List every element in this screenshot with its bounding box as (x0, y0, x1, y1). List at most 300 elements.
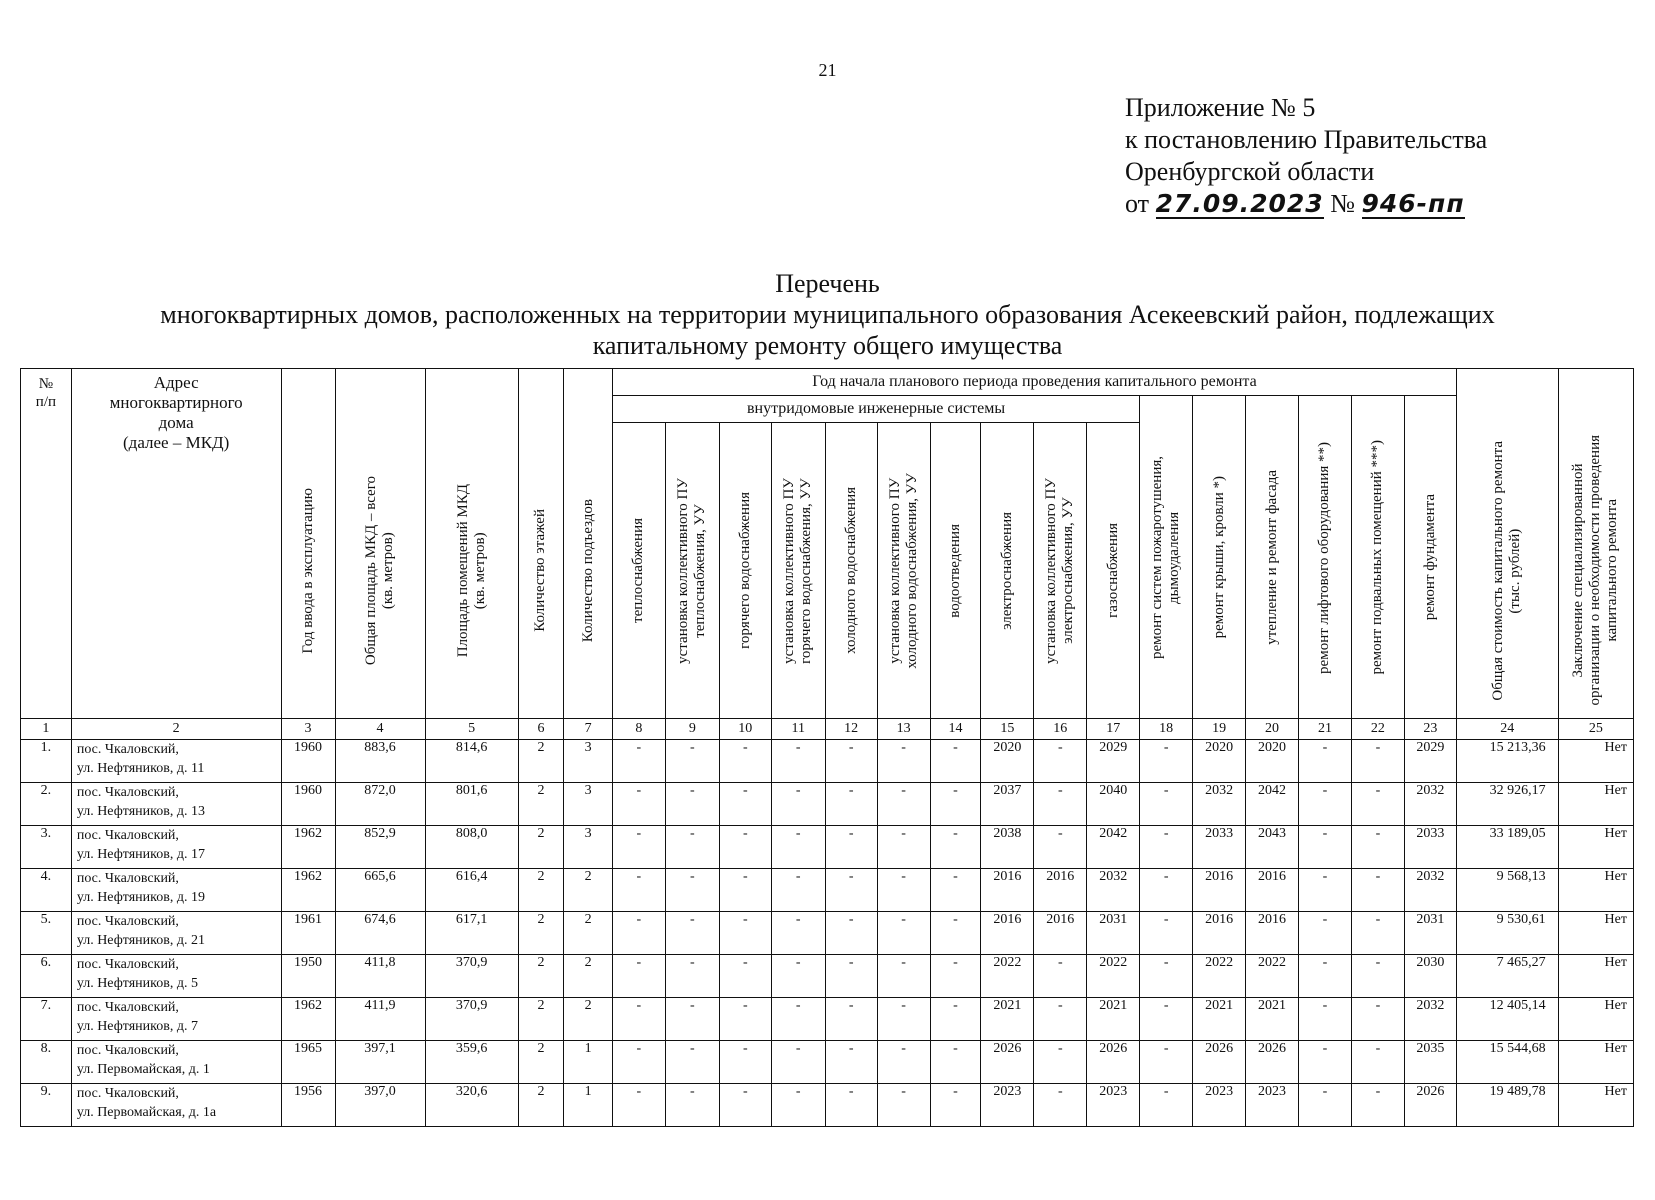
page-number: 21 (818, 60, 837, 80)
header-drainage: водоотведения (930, 423, 981, 719)
cell-prem: 814,6 (425, 740, 518, 783)
cell-total: 397,1 (335, 1041, 425, 1084)
total-cost-cell: 9 530,61 (1456, 912, 1558, 955)
header-entrances: Количество подъездов (564, 369, 613, 719)
cell-total: 397,0 (335, 1084, 425, 1127)
header-facade: утепление и ремонт фасада (1246, 396, 1299, 719)
total-cost-cell: 19 489,78 (1456, 1084, 1558, 1127)
address-cell (71, 826, 281, 869)
cell-c15: 2022 (981, 955, 1034, 998)
header-basement: ремонт подвальных помещений ***) (1351, 396, 1404, 719)
cell-floors: 2 (518, 826, 564, 869)
cell-year: 1960 (281, 740, 335, 783)
cell-c20: 2022 (1246, 955, 1299, 998)
address-cell (71, 783, 281, 826)
cell-c21: - (1299, 826, 1352, 869)
cell-c8: - (612, 1084, 665, 1127)
cell-c10: - (719, 998, 771, 1041)
cell-floors: 2 (518, 955, 564, 998)
cell-c17: 2040 (1087, 783, 1140, 826)
column-number: 10 (719, 719, 771, 740)
cell-ent: 2 (564, 869, 613, 912)
cell-c13: - (877, 869, 930, 912)
cell-c17: 2022 (1087, 955, 1140, 998)
address-cell (71, 740, 281, 783)
cell-ent: 2 (564, 955, 613, 998)
cell-c16: 2016 (1034, 869, 1087, 912)
cell-c16: - (1034, 1041, 1087, 1084)
cell-c10: - (719, 869, 771, 912)
address-line-1: пос. Чкаловский, (76, 871, 179, 886)
address-line-2: ул. Нефтяников, д. 17 (76, 847, 205, 862)
address-cell (71, 1041, 281, 1084)
cell-c19: 2033 (1193, 826, 1246, 869)
cell-c22: - (1351, 912, 1404, 955)
table-row (21, 826, 1634, 869)
cell-c23: 2033 (1404, 826, 1456, 869)
cell-c21: - (1299, 955, 1352, 998)
cell-c20: 2023 (1246, 1084, 1299, 1127)
cell-c23: 2032 (1404, 783, 1456, 826)
appendix-line-1: Приложение № 5 (1125, 93, 1316, 122)
column-number: 7 (564, 719, 613, 740)
cell-c23: 2032 (1404, 998, 1456, 1041)
column-number-row (21, 719, 1634, 740)
cell-c15: 2037 (981, 783, 1034, 826)
cell-year: 1965 (281, 1041, 335, 1084)
header-num: № п/п (21, 369, 72, 719)
cell-c11: - (771, 783, 825, 826)
cell-c10: - (719, 912, 771, 955)
address-cell (71, 869, 281, 912)
cell-c16: - (1034, 1084, 1087, 1127)
cell-c8: - (612, 955, 665, 998)
column-number: 13 (877, 719, 930, 740)
cell-c21: - (1299, 998, 1352, 1041)
cell-c9: - (665, 740, 719, 783)
column-number: 12 (825, 719, 877, 740)
cell-c19: 2032 (1193, 783, 1246, 826)
column-number: 18 (1140, 719, 1193, 740)
cell-c11: - (771, 869, 825, 912)
cell-c20: 2042 (1246, 783, 1299, 826)
cell-c22: - (1351, 998, 1404, 1041)
cell-c22: - (1351, 826, 1404, 869)
cell-ent: 2 (564, 998, 613, 1041)
table-row (21, 912, 1634, 955)
column-number: 19 (1193, 719, 1246, 740)
cell-total: 411,8 (335, 955, 425, 998)
address-cell (71, 998, 281, 1041)
cell-c23: 2031 (1404, 912, 1456, 955)
cell-c18: - (1140, 955, 1193, 998)
cell-year: 1961 (281, 912, 335, 955)
cell-c23: 2035 (1404, 1041, 1456, 1084)
header-hot-water-meter: установка коллективного ПУ горячего водоснабжения, УУ (771, 423, 825, 719)
header-group-title: Год начала планового периода проведения капитального ремонта (612, 369, 1456, 396)
column-number: 20 (1246, 719, 1299, 740)
address-line-2: ул. Нефтяников, д. 7 (76, 1019, 198, 1034)
cell-c15: 2021 (981, 998, 1034, 1041)
cell-c22: - (1351, 1084, 1404, 1127)
header-electricity-meter: установка коллективного ПУ электроснабжения, УУ (1034, 423, 1087, 719)
cell-floors: 2 (518, 912, 564, 955)
cell-c9: - (665, 955, 719, 998)
cell-c16: - (1034, 998, 1087, 1041)
cell-c11: - (771, 912, 825, 955)
cell-c9: - (665, 783, 719, 826)
total-cost-cell: 32 926,17 (1456, 783, 1558, 826)
cell-c15: 2016 (981, 869, 1034, 912)
cell-prem: 801,6 (425, 783, 518, 826)
cell-c22: - (1351, 740, 1404, 783)
cell-c18: - (1140, 998, 1193, 1041)
cell-c17: 2042 (1087, 826, 1140, 869)
cell-c8: - (612, 783, 665, 826)
cell-c13: - (877, 912, 930, 955)
cell-c8: - (612, 740, 665, 783)
address-line-1: пос. Чкаловский, (76, 742, 179, 757)
conclusion-cell: Нет (1558, 1041, 1633, 1084)
column-number: 6 (518, 719, 564, 740)
table-row (21, 783, 1634, 826)
cell-c14: - (930, 826, 981, 869)
cell-c10: - (719, 1084, 771, 1127)
address-line-2: ул. Первомайская, д. 1 (76, 1062, 210, 1077)
header-cold-water-meter: установка коллективного ПУ холодного водоснабжения, УУ (877, 423, 930, 719)
cell-c12: - (825, 783, 877, 826)
column-number: 4 (335, 719, 425, 740)
cell-c19: 2016 (1193, 912, 1246, 955)
cell-c15: 2038 (981, 826, 1034, 869)
cell-c18: - (1140, 1041, 1193, 1084)
header-heat-meter: установка коллективного ПУ теплоснабжения, УУ (665, 423, 719, 719)
row-number: 3. (21, 826, 72, 869)
header-subgroup-title: внутридомовые инженерные системы (612, 396, 1139, 423)
cell-total: 674,6 (335, 912, 425, 955)
address-line-2: ул. Нефтяников, д. 21 (76, 933, 205, 948)
cell-floors: 2 (518, 783, 564, 826)
cell-c20: 2043 (1246, 826, 1299, 869)
cell-c19: 2020 (1193, 740, 1246, 783)
header-heat: теплоснабжения (612, 423, 665, 719)
table-row (21, 740, 1634, 783)
header-floors: Количество этажей (518, 369, 564, 719)
cell-c8: - (612, 912, 665, 955)
from-label: от (1125, 189, 1150, 218)
cell-c12: - (825, 955, 877, 998)
cell-c19: 2016 (1193, 869, 1246, 912)
cell-c22: - (1351, 869, 1404, 912)
handwritten-number: 946-пп (1361, 189, 1465, 218)
cell-c22: - (1351, 783, 1404, 826)
column-number: 15 (981, 719, 1034, 740)
cell-c20: 2026 (1246, 1041, 1299, 1084)
cell-c21: - (1299, 1041, 1352, 1084)
cell-c12: - (825, 740, 877, 783)
column-number: 21 (1299, 719, 1352, 740)
cell-c18: - (1140, 869, 1193, 912)
address-line-2: ул. Нефтяников, д. 13 (76, 804, 205, 819)
address-line-2: ул. Нефтяников, д. 5 (76, 976, 198, 991)
cell-c12: - (825, 998, 877, 1041)
table-row (21, 869, 1634, 912)
cell-c13: - (877, 826, 930, 869)
cell-c17: 2031 (1087, 912, 1140, 955)
cell-c11: - (771, 826, 825, 869)
cell-total: 883,6 (335, 740, 425, 783)
cell-year: 1956 (281, 1084, 335, 1127)
cell-c16: - (1034, 826, 1087, 869)
title-line-1: Перечень (775, 269, 880, 298)
table-row (21, 955, 1634, 998)
column-number: 23 (1404, 719, 1456, 740)
header-premises-area: Площадь помещений МКД (кв. метров) (425, 369, 518, 719)
number-label: № (1330, 189, 1355, 218)
cell-c9: - (665, 998, 719, 1041)
cell-c9: - (665, 912, 719, 955)
column-number: 5 (425, 719, 518, 740)
cell-prem: 359,6 (425, 1041, 518, 1084)
cell-c11: - (771, 998, 825, 1041)
document-title (0, 268, 1655, 361)
address-line-1: пос. Чкаловский, (76, 914, 179, 929)
cell-c17: 2023 (1087, 1084, 1140, 1127)
cell-ent: 3 (564, 826, 613, 869)
cell-c15: 2016 (981, 912, 1034, 955)
cell-c15: 2026 (981, 1041, 1034, 1084)
cell-c18: - (1140, 1084, 1193, 1127)
cell-c22: - (1351, 1041, 1404, 1084)
cell-c12: - (825, 869, 877, 912)
header-fire: ремонт систем пожаротушения, дымоудаления (1140, 396, 1193, 719)
header-total-cost: Общая стоимость капитального ремонта (тыс. рублей) (1456, 369, 1558, 719)
cell-c17: 2029 (1087, 740, 1140, 783)
cell-c9: - (665, 826, 719, 869)
cell-c13: - (877, 1084, 930, 1127)
cell-prem: 617,1 (425, 912, 518, 955)
cell-c19: 2021 (1193, 998, 1246, 1041)
total-cost-cell: 15 213,36 (1456, 740, 1558, 783)
conclusion-cell: Нет (1558, 1084, 1633, 1127)
appendix-line-2: к постановлению Правительства (1125, 125, 1488, 154)
table-row (21, 1084, 1634, 1127)
conclusion-cell: Нет (1558, 869, 1633, 912)
cell-year: 1960 (281, 783, 335, 826)
cell-c19: 2023 (1193, 1084, 1246, 1127)
cell-c21: - (1299, 869, 1352, 912)
column-number: 24 (1456, 719, 1558, 740)
cell-c15: 2023 (981, 1084, 1034, 1127)
cell-total: 852,9 (335, 826, 425, 869)
cell-c23: 2029 (1404, 740, 1456, 783)
cell-c12: - (825, 1084, 877, 1127)
cell-c10: - (719, 1041, 771, 1084)
cell-c17: 2026 (1087, 1041, 1140, 1084)
address-line-1: пос. Чкаловский, (76, 785, 179, 800)
cell-c23: 2030 (1404, 955, 1456, 998)
cell-c20: 2021 (1246, 998, 1299, 1041)
cell-c9: - (665, 869, 719, 912)
cell-total: 665,6 (335, 869, 425, 912)
cell-c18: - (1140, 783, 1193, 826)
cell-c10: - (719, 826, 771, 869)
header-total-area: Общая площадь МКД – всего (кв. метров) (335, 369, 425, 719)
total-cost-cell: 15 544,68 (1456, 1041, 1558, 1084)
cell-prem: 370,9 (425, 955, 518, 998)
column-number: 3 (281, 719, 335, 740)
address-line-2: ул. Нефтяников, д. 19 (76, 890, 205, 905)
cell-c18: - (1140, 740, 1193, 783)
cell-c21: - (1299, 912, 1352, 955)
conclusion-cell: Нет (1558, 826, 1633, 869)
conclusion-cell: Нет (1558, 998, 1633, 1041)
cell-floors: 2 (518, 869, 564, 912)
cell-prem: 370,9 (425, 998, 518, 1041)
address-line-1: пос. Чкаловский, (76, 1000, 179, 1015)
conclusion-cell: Нет (1558, 783, 1633, 826)
header-electricity: электроснабжения (981, 423, 1034, 719)
cell-c22: - (1351, 955, 1404, 998)
cell-c8: - (612, 998, 665, 1041)
cell-c11: - (771, 955, 825, 998)
cell-c14: - (930, 869, 981, 912)
conclusion-cell: Нет (1558, 955, 1633, 998)
column-number: 2 (71, 719, 281, 740)
cell-ent: 1 (564, 1041, 613, 1084)
cell-c19: 2022 (1193, 955, 1246, 998)
total-cost-cell: 9 568,13 (1456, 869, 1558, 912)
cell-c12: - (825, 826, 877, 869)
cell-c13: - (877, 955, 930, 998)
cell-c18: - (1140, 826, 1193, 869)
cell-year: 1950 (281, 955, 335, 998)
conclusion-cell: Нет (1558, 912, 1633, 955)
cell-c21: - (1299, 783, 1352, 826)
cell-c8: - (612, 826, 665, 869)
column-number: 9 (665, 719, 719, 740)
cell-c19: 2026 (1193, 1041, 1246, 1084)
cell-ent: 3 (564, 740, 613, 783)
column-number: 17 (1087, 719, 1140, 740)
address-line-1: пос. Чкаловский, (76, 1086, 179, 1101)
header-foundation: ремонт фундамента (1404, 396, 1456, 719)
row-number: 8. (21, 1041, 72, 1084)
cell-prem: 808,0 (425, 826, 518, 869)
cell-c16: - (1034, 955, 1087, 998)
cell-c18: - (1140, 912, 1193, 955)
column-number: 25 (1558, 719, 1633, 740)
row-number: 6. (21, 955, 72, 998)
table-row (21, 1041, 1634, 1084)
cell-c13: - (877, 740, 930, 783)
cell-c9: - (665, 1084, 719, 1127)
repair-table (20, 368, 1634, 1127)
cell-c20: 2016 (1246, 912, 1299, 955)
header-cold-water: холодного водоснабжения (825, 423, 877, 719)
cell-c12: - (825, 1041, 877, 1084)
address-line-1: пос. Чкаловский, (76, 957, 179, 972)
cell-c10: - (719, 740, 771, 783)
row-number: 9. (21, 1084, 72, 1127)
column-number: 14 (930, 719, 981, 740)
header-address: Адрес многоквартирного дома (далее – МКД) (71, 369, 281, 719)
cell-c13: - (877, 1041, 930, 1084)
cell-c16: 2016 (1034, 912, 1087, 955)
cell-c11: - (771, 1041, 825, 1084)
cell-c8: - (612, 869, 665, 912)
cell-c9: - (665, 1041, 719, 1084)
conclusion-cell: Нет (1558, 740, 1633, 783)
cell-ent: 2 (564, 912, 613, 955)
header-roof: ремонт крыши, кровли *) (1193, 396, 1246, 719)
cell-c14: - (930, 1041, 981, 1084)
cell-total: 411,9 (335, 998, 425, 1041)
cell-c13: - (877, 783, 930, 826)
header-gas: газоснабжения (1087, 423, 1140, 719)
row-number: 1. (21, 740, 72, 783)
cell-c14: - (930, 998, 981, 1041)
cell-c16: - (1034, 783, 1087, 826)
handwritten-date: 27.09.2023 (1155, 189, 1324, 218)
cell-c20: 2020 (1246, 740, 1299, 783)
cell-c13: - (877, 998, 930, 1041)
appendix-line-3: Оренбургской области (1125, 157, 1375, 186)
cell-c12: - (825, 912, 877, 955)
column-number: 11 (771, 719, 825, 740)
header-year: Год ввода в эксплуатацию (281, 369, 335, 719)
column-number: 1 (21, 719, 72, 740)
cell-c14: - (930, 783, 981, 826)
cell-c14: - (930, 955, 981, 998)
cell-c15: 2020 (981, 740, 1034, 783)
cell-floors: 2 (518, 1041, 564, 1084)
cell-c14: - (930, 740, 981, 783)
cell-c14: - (930, 1084, 981, 1127)
appendix-line-4 (1125, 188, 1487, 220)
cell-ent: 3 (564, 783, 613, 826)
column-number: 22 (1351, 719, 1404, 740)
column-number: 16 (1034, 719, 1087, 740)
appendix-block (1125, 92, 1487, 220)
cell-year: 1962 (281, 869, 335, 912)
address-cell (71, 955, 281, 998)
row-number: 4. (21, 869, 72, 912)
cell-total: 872,0 (335, 783, 425, 826)
cell-prem: 320,6 (425, 1084, 518, 1127)
address-line-1: пос. Чкаловский, (76, 1043, 179, 1058)
cell-floors: 2 (518, 1084, 564, 1127)
cell-c16: - (1034, 740, 1087, 783)
cell-c20: 2016 (1246, 869, 1299, 912)
cell-c10: - (719, 955, 771, 998)
column-number: 8 (612, 719, 665, 740)
title-line-3: капитальному ремонту общего имущества (592, 331, 1063, 360)
cell-c10: - (719, 783, 771, 826)
cell-c23: 2032 (1404, 869, 1456, 912)
cell-ent: 1 (564, 1084, 613, 1127)
address-line-1: пос. Чкаловский, (76, 828, 179, 843)
cell-floors: 2 (518, 740, 564, 783)
header-elevator: ремонт лифтового оборудования **) (1299, 396, 1352, 719)
cell-c8: - (612, 1041, 665, 1084)
address-cell (71, 912, 281, 955)
header-conclusion: Заключение специализированной организации о необходимости проведения капитального ремонта (1558, 369, 1633, 719)
cell-c21: - (1299, 740, 1352, 783)
title-line-2: многоквартирных домов, расположенных на территории муниципального образования Асекеевский район, подлежащих (160, 300, 1495, 329)
cell-c14: - (930, 912, 981, 955)
row-number: 7. (21, 998, 72, 1041)
